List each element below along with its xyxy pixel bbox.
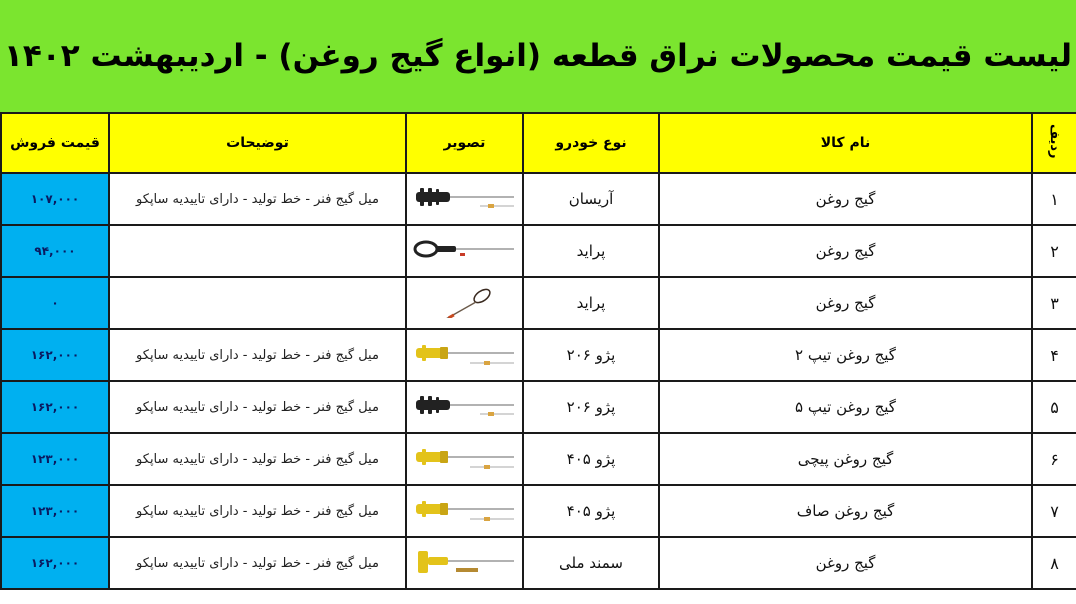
product-description	[109, 225, 406, 277]
product-description: میل گیج فنر - خط تولید - دارای تاییدیه ساپکو	[109, 173, 406, 225]
table-row	[1, 329, 1076, 381]
dipstick-icon	[410, 340, 520, 370]
product-image-cell	[406, 173, 523, 225]
product-image-cell	[406, 329, 523, 381]
dipstick-icon	[410, 392, 520, 422]
car-model: سمند ملی	[523, 537, 659, 589]
sale-price: ۰	[1, 277, 109, 329]
table-row	[1, 485, 1076, 537]
sale-price: ۱۶۲,۰۰۰	[1, 537, 109, 589]
product-name: گیج روغن تیپ ۵	[659, 381, 1032, 433]
product-image-cell	[406, 225, 523, 277]
row-index: ۵	[1032, 381, 1076, 433]
product-description: میل گیج فنر - خط تولید - دارای تاییدیه ساپکو	[109, 433, 406, 485]
car-model: پژو ۴۰۵	[523, 485, 659, 537]
table-header-row	[1, 113, 1076, 173]
dipstick-icon	[410, 496, 520, 526]
column-header-car: نوع خودرو	[523, 113, 659, 173]
table-row	[1, 381, 1076, 433]
column-header-description: توضیحات	[109, 113, 406, 173]
table-row	[1, 537, 1076, 589]
product-name: گیج روغن	[659, 173, 1032, 225]
dipstick-icon	[410, 444, 520, 474]
product-image-cell	[406, 277, 523, 329]
car-model: آریسان	[523, 173, 659, 225]
row-index: ۳	[1032, 277, 1076, 329]
row-index: ۷	[1032, 485, 1076, 537]
sale-price: ۱۲۳,۰۰۰	[1, 485, 109, 537]
table-row	[1, 433, 1076, 485]
product-name: گیج روغن	[659, 225, 1032, 277]
product-description	[109, 277, 406, 329]
dipstick-icon	[410, 184, 520, 214]
table-row	[1, 173, 1076, 225]
car-model: پژو ۴۰۵	[523, 433, 659, 485]
dipstick-icon	[410, 548, 520, 578]
product-description: میل گیج فنر - خط تولید - دارای تاییدیه ساپکو	[109, 485, 406, 537]
product-name: گیج روغن	[659, 537, 1032, 589]
product-image-cell	[406, 485, 523, 537]
sale-price: ۱۲۳,۰۰۰	[1, 433, 109, 485]
dipstick-icon	[410, 236, 520, 266]
column-header-name: نام کالا	[659, 113, 1032, 173]
row-index: ۲	[1032, 225, 1076, 277]
car-model: پژو ۲۰۶	[523, 381, 659, 433]
product-description: میل گیج فنر - خط تولید - دارای تاییدیه ساپکو	[109, 381, 406, 433]
product-name: گیج روغن تیپ ۲	[659, 329, 1032, 381]
price-table	[0, 112, 1076, 590]
column-header-price: قیمت فروش	[1, 113, 109, 173]
row-index: ۸	[1032, 537, 1076, 589]
car-model: پراید	[523, 277, 659, 329]
product-name: گیج روغن پیچی	[659, 433, 1032, 485]
title-banner	[0, 0, 1076, 112]
sale-price: ۱۶۲,۰۰۰	[1, 381, 109, 433]
row-index: ۱	[1032, 173, 1076, 225]
table-row	[1, 277, 1076, 329]
product-name: گیج روغن	[659, 277, 1032, 329]
column-header-index: ردیف	[1032, 113, 1076, 173]
sale-price: ۱۶۲,۰۰۰	[1, 329, 109, 381]
page-title: لیست قیمت محصولات نراق قطعه (انواع گیج روغن) - اردیبهشت ۱۴۰۲	[3, 38, 1073, 74]
table-row	[1, 225, 1076, 277]
dipstick-icon	[410, 288, 520, 318]
product-image-cell	[406, 537, 523, 589]
row-index: ۴	[1032, 329, 1076, 381]
row-index: ۶	[1032, 433, 1076, 485]
product-description: میل گیج فنر - خط تولید - دارای تاییدیه ساپکو	[109, 537, 406, 589]
product-image-cell	[406, 433, 523, 485]
sale-price: ۹۴,۰۰۰	[1, 225, 109, 277]
car-model: پژو ۲۰۶	[523, 329, 659, 381]
column-header-image: تصویر	[406, 113, 523, 173]
car-model: پراید	[523, 225, 659, 277]
product-name: گیج روغن صاف	[659, 485, 1032, 537]
sale-price: ۱۰۷,۰۰۰	[1, 173, 109, 225]
product-description: میل گیج فنر - خط تولید - دارای تاییدیه ساپکو	[109, 329, 406, 381]
product-image-cell	[406, 381, 523, 433]
